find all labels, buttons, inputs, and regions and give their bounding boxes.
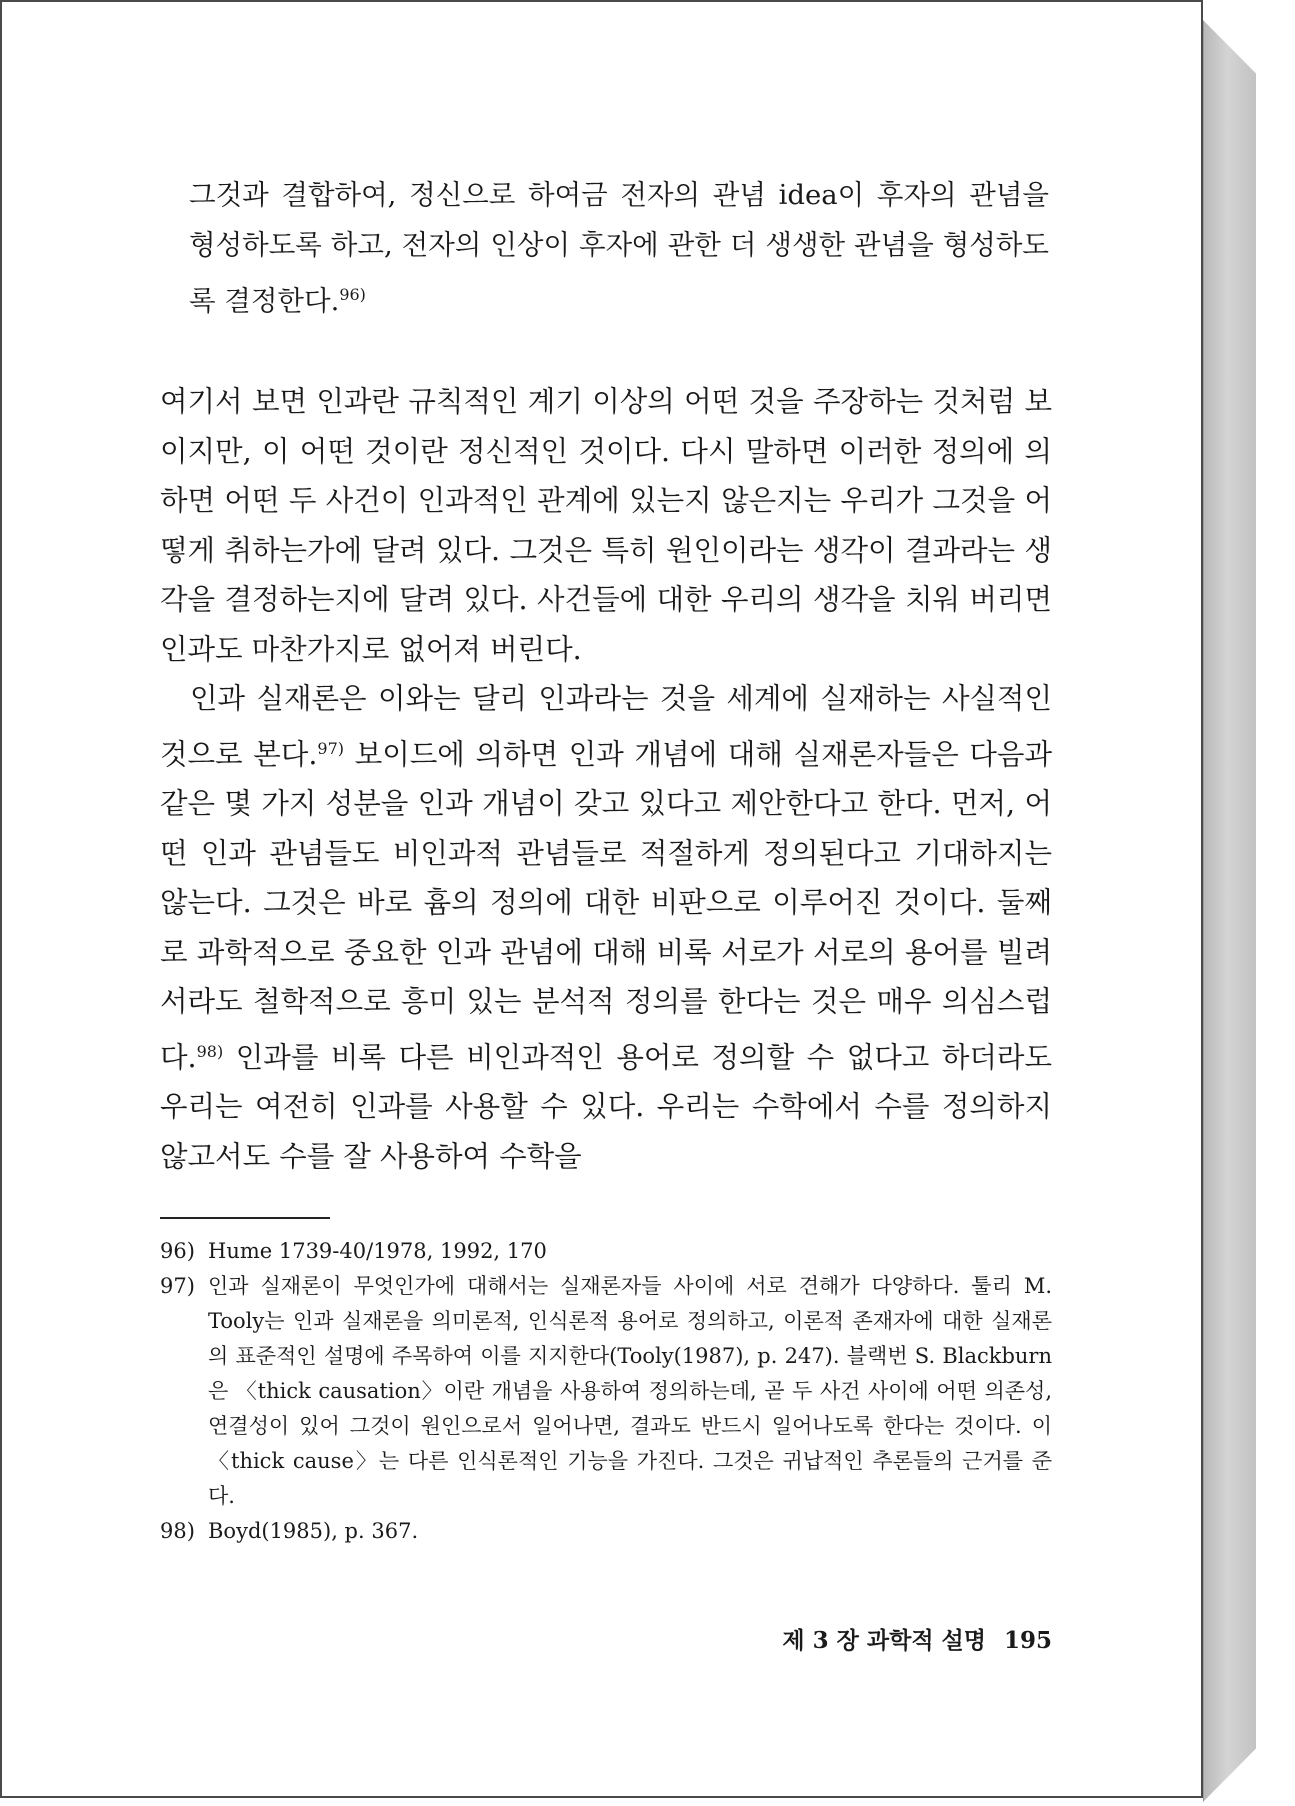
footnote-number: 97) <box>160 1274 195 1298</box>
paragraph-2-part-b: 보이드에 의하면 인과 개념에 대해 실재론자들은 다음과 같은 몇 가지 성분을 인과 개념이 갖고 있다고 제안한다고 한다. 먼저, 어떤 인과 관념들도 비인과적 관념들로 적절하게 정의된다고 기대하지는 않는다. 그것은 바로 흄의 정의에 대한 비판으로 이루어진 것이다. 둘째로 과학적으로 중요한 인과 관념에 대해 비록 서로가 서로의 용어를 빌려서라도 철학적으로 흥미 있는 분석적 정의를 한다는 것은 매우 의심스럽다. <box>160 737 1052 1074</box>
book-edge <box>1203 20 1256 1802</box>
footnote-ref-96: 96) <box>339 285 366 304</box>
page-number: 195 <box>1003 1627 1052 1654</box>
footnote-ref-98: 98) <box>196 1041 224 1061</box>
footnote-98 <box>160 1514 1052 1549</box>
paragraph-2-part-a: 인과 실재론은 이와는 달리 인과라는 것을 세계에 실재하는 사실적인 것으로 본다. <box>160 682 1052 771</box>
paragraph-2 <box>160 674 1052 1181</box>
footnote-text: Hume 1739-40/1978, 1992, 170 <box>208 1239 547 1263</box>
quote-text: 그것과 결합하여, 정신으로 하여금 전자의 관념 idea이 후자의 관념을 형성하도록 하고, 전자의 인상이 후자에 관한 더 생생한 관념을 형성하도록 결정한다. <box>189 179 1049 317</box>
running-footer <box>702 1622 1052 1655</box>
body-text <box>160 377 1052 1181</box>
paragraph-1: 여기서 보면 인과란 규칙적인 계기 이상의 어떤 것을 주장하는 것처럼 보이지만, 이 어떤 것이란 정신적인 것이다. 다시 말하면 이러한 정의에 의하면 어떤 두 사건이 인과적인 관계에 있는지 않은지는 우리가 그것을 어떻게 취하는가에 달려 있다. 그것은 특히 원인이라는 생각이 결과라는 생각을 결정하는지에 달려 있다. 사건들에 대한 우리의 생각을 치워 버리면 인과도 마찬가지로 없어져 버린다. <box>160 385 1052 666</box>
footnote-divider <box>160 1217 330 1219</box>
footnote-number: 96) <box>160 1239 195 1263</box>
footnote-ref-97: 97) <box>317 738 345 758</box>
footnote-number: 98) <box>160 1519 195 1543</box>
footnote-96 <box>160 1234 1052 1269</box>
block-quote <box>189 170 1049 326</box>
chapter-title: 제 3 장 과학적 설명 <box>782 1627 986 1654</box>
footnote-97 <box>160 1269 1052 1514</box>
paragraph-2-part-c: 인과를 비록 다른 비인과적인 용어로 정의할 수 없다고 하더라도 우리는 여전히 인과를 사용할 수 있다. 우리는 수학에서 수를 정의하지 않고서도 수를 잘 사용하여 수학을 <box>160 1040 1052 1173</box>
footnote-text: Boyd(1985), p. 367. <box>208 1519 419 1543</box>
footnotes <box>160 1234 1052 1549</box>
footnote-text: 인과 실재론이 무엇인가에 대해서는 실재론자들 사이에 서로 견해가 다양하다. 툴리 M. Tooly는 인과 실재론을 의미론적, 인식론적 용어로 정의하고, 이론적 존재자에 대한 실재론의 표준적인 설명에 주목하여 이를 지지한다(Tooly(1987), p. 247). 블랙번 S. Blackburn은 〈thick causation〉이란 개념을 사용하여 정의하는데, 곧 두 사건 사이에 어떤 의존성, 연결성이 있어 그것이 원인으로서 일어나면, 결과도 반드시 일어나도록 한다는 것이다. 이 〈thick cause〉는 다른 인식론적인 기능을 가진다. 그것은 귀납적인 추론들의 근거를 준다. <box>208 1274 1052 1508</box>
